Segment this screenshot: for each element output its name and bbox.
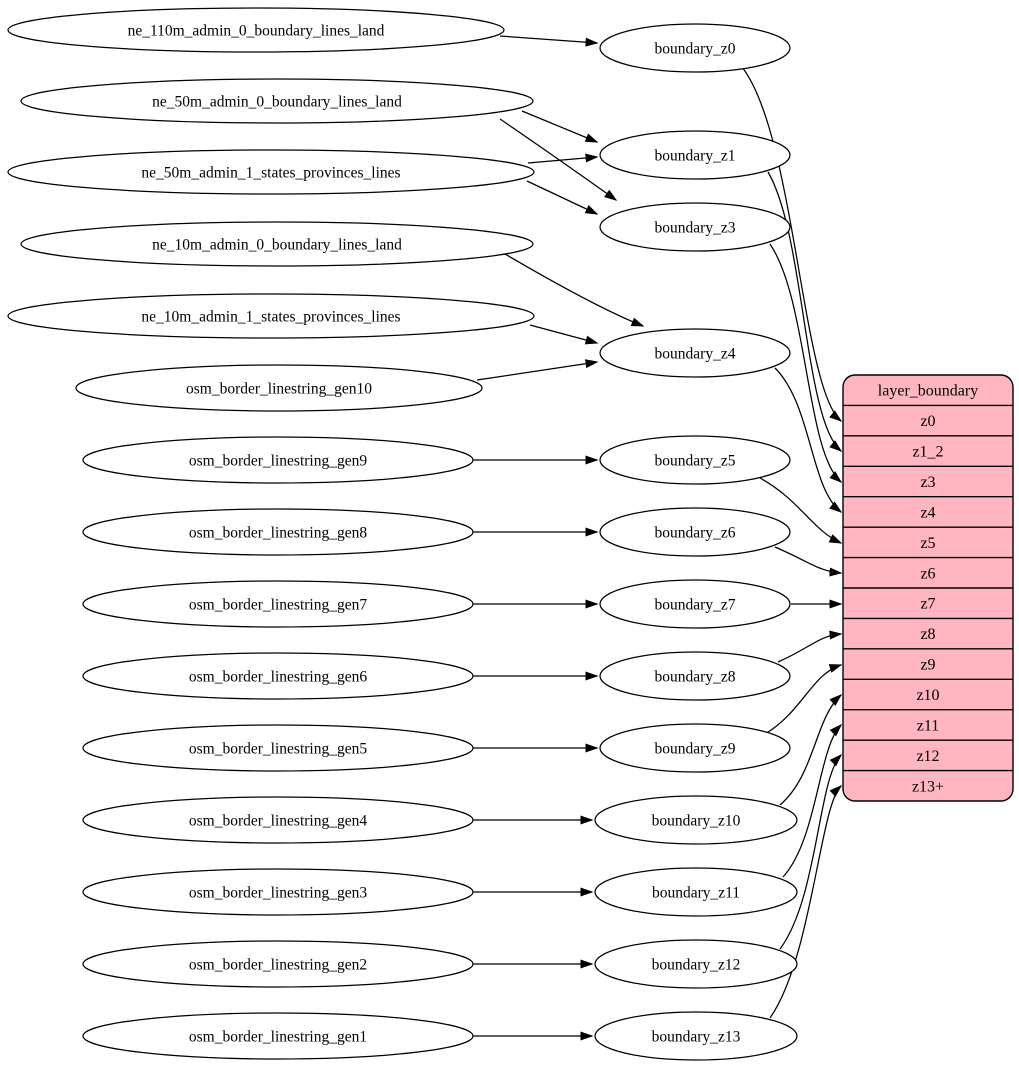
ne_10m_admin_0_boundary_lines_land-label: ne_10m_admin_0_boundary_lines_land: [152, 236, 402, 254]
edge-boundary_z4-to-layer_boundary.z4: [775, 368, 841, 512]
record-row-z4: z4: [920, 504, 936, 522]
osm_border_linestring_gen7-label: osm_border_linestring_gen7: [188, 596, 368, 614]
node-layer_boundary: [843, 375, 1013, 801]
osm_border_linestring_gen6-label: osm_border_linestring_gen6: [188, 668, 368, 686]
osm_border_linestring_gen8-label: osm_border_linestring_gen8: [188, 524, 368, 542]
node-ne_10m_admin_0_boundary_lines_land: [21, 222, 533, 266]
node-boundary_z1: [600, 131, 790, 179]
boundary_z9-label: boundary_z9: [654, 740, 736, 758]
boundary_z12-label: boundary_z12: [651, 956, 741, 974]
boundary_z7-label: boundary_z7: [654, 596, 736, 614]
osm_border_linestring_gen10-label: osm_border_linestring_gen10: [186, 380, 372, 398]
edge-ne_10m_admin_1_states_provinces_lines-to-boundary_z4: [530, 325, 597, 343]
osm_border_linestring_gen3-label: osm_border_linestring_gen3: [188, 884, 368, 902]
node-osm_border_linestring_gen3: [83, 869, 473, 915]
node-ne_50m_admin_0_boundary_lines_land: [21, 79, 533, 123]
boundary_z1-label: boundary_z1: [654, 147, 736, 165]
node-boundary_z5: [600, 436, 790, 484]
node-boundary_z4: [600, 329, 790, 377]
node-boundary_z10: [595, 796, 797, 844]
node-boundary_z3: [600, 203, 790, 251]
node-osm_border_linestring_gen6: [83, 653, 473, 699]
node-osm_border_linestring_gen4: [83, 797, 473, 843]
osm_border_linestring_gen5-label: osm_border_linestring_gen5: [188, 740, 368, 758]
osm_border_linestring_gen2-label: osm_border_linestring_gen2: [188, 956, 368, 974]
record-row-z11: z11: [916, 717, 940, 735]
node-boundary_z7: [600, 580, 790, 628]
node-layer: [8, 8, 1013, 1060]
osm_border_linestring_gen9-label: osm_border_linestring_gen9: [188, 452, 368, 470]
edge-boundary_z1-to-layer_boundary.z1_2: [768, 172, 841, 451]
record-row-z5: z5: [920, 534, 936, 552]
boundary_z6-label: boundary_z6: [654, 524, 736, 542]
node-osm_border_linestring_gen1: [83, 1013, 473, 1059]
ne_110m_admin_0_boundary_lines_land-label: ne_110m_admin_0_boundary_lines_land: [127, 22, 385, 40]
ne_50m_admin_0_boundary_lines_land-label: ne_50m_admin_0_boundary_lines_land: [152, 93, 402, 111]
boundary_z5-label: boundary_z5: [654, 452, 736, 470]
node-osm_border_linestring_gen7: [83, 581, 473, 627]
record-row-z0: z0: [920, 413, 936, 431]
node-boundary_z11: [595, 868, 797, 916]
edge-ne_110m_admin_0_boundary_lines_land-to-boundary_z0: [500, 36, 597, 43]
record-row-z10: z10: [916, 687, 940, 704]
record-row-z3: z3: [920, 474, 936, 491]
record-row-z13+: z13+: [911, 778, 945, 796]
record-row-z8: z8: [920, 626, 936, 644]
node-boundary_z0: [600, 24, 790, 72]
node-osm_border_linestring_gen2: [83, 941, 473, 987]
node-ne_50m_admin_1_states_provinces_lines: [8, 150, 534, 194]
node-boundary_z12: [595, 940, 797, 988]
node-osm_border_linestring_gen9: [83, 437, 473, 483]
node-osm_border_linestring_gen8: [83, 509, 473, 555]
edge-ne_50m_admin_0_boundary_lines_land-to-boundary_z3: [500, 119, 616, 200]
record-row-z1_2: z1_2: [912, 443, 944, 461]
ne_10m_admin_1_states_provinces_lines-label: ne_10m_admin_1_states_provinces_lines: [141, 308, 401, 326]
edge-boundary_z8-to-layer_boundary.z8: [778, 634, 841, 662]
osm_border_linestring_gen4-label: osm_border_linestring_gen4: [188, 812, 368, 830]
boundary_z11-label: boundary_z11: [651, 884, 741, 902]
record-title: layer_boundary: [877, 382, 979, 400]
boundary_z4-label: boundary_z4: [654, 345, 736, 363]
node-boundary_z6: [600, 508, 790, 556]
record-row-z12: z12: [916, 747, 940, 765]
boundary_z0-label: boundary_z0: [654, 40, 736, 58]
node-boundary_z13: [595, 1012, 797, 1060]
edge-boundary_z6-to-layer_boundary.z6: [775, 547, 841, 573]
osm_border_linestring_gen1-label: osm_border_linestring_gen1: [188, 1028, 368, 1046]
boundary_z8-label: boundary_z8: [654, 668, 736, 686]
edge-ne_50m_admin_1_states_provinces_lines-to-boundary_z3: [527, 181, 597, 214]
node-osm_border_linestring_gen10: [76, 365, 482, 411]
edge-osm_border_linestring_gen10-to-boundary_z4: [477, 362, 597, 380]
node-ne_110m_admin_0_boundary_lines_land: [8, 8, 504, 52]
node-boundary_z9: [600, 724, 790, 772]
boundary_z10-label: boundary_z10: [651, 812, 741, 830]
node-ne_10m_admin_1_states_provinces_lines: [8, 294, 534, 338]
edge-boundary_z12-to-layer_boundary.z12: [780, 755, 841, 949]
ne_50m_admin_1_states_provinces_lines-label: ne_50m_admin_1_states_provinces_lines: [141, 164, 401, 182]
record-row-z6: z6: [920, 565, 936, 583]
node-osm_border_linestring_gen5: [83, 725, 473, 771]
node-boundary_z8: [600, 652, 790, 700]
boundary_z3-label: boundary_z3: [654, 219, 736, 237]
record-row-z7: z7: [920, 595, 936, 613]
boundary_z13-label: boundary_z13: [651, 1028, 741, 1046]
record-row-z9: z9: [920, 656, 936, 674]
edge-ne_50m_admin_0_boundary_lines_land-to-boundary_z1: [522, 111, 597, 142]
